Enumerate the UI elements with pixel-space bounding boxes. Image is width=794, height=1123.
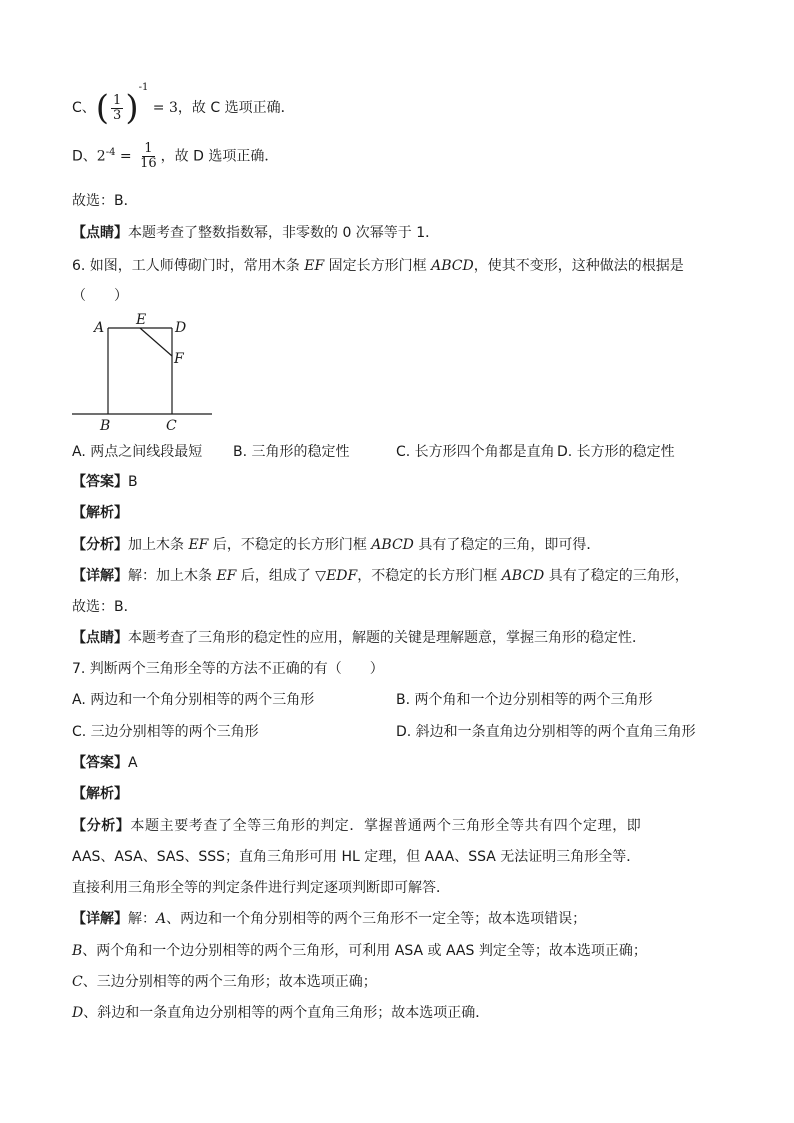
q6-option-b: B. 三角形的稳定性	[233, 444, 350, 460]
q6-option-c: C. 长方形四个角都是直角	[396, 444, 555, 460]
label-b: B	[100, 418, 111, 434]
q7-option-b: B. 两个角和一个边分别相等的两个三角形	[396, 692, 653, 708]
label-a: A	[94, 320, 105, 336]
label-d: D	[175, 320, 187, 336]
fraction-one-sixteenth: $\frac{1}{16}$	[140, 141, 157, 171]
q6-analysis-heading: 【解析】	[72, 505, 128, 521]
q7-xiangjie-a: 【详解】解：A、两边和一个角分别相等的两个三角形不一定全等；故本选项错误；	[72, 911, 587, 927]
q6-fenxi: 【分析】加上木条 EF 后，不稳定的长方形门框 ABCD 具有了稳定的三角，即可得．	[72, 537, 601, 553]
q6-stem: 6. 如图，工人师傅砌门时，常用木条 EF 固定长方形门框 ABCD，使其不变形，这种做法的根据是	[72, 258, 684, 274]
q7-analysis-heading: 【解析】	[72, 786, 128, 802]
door-frame-figure	[70, 308, 220, 434]
q6-paren: （ ）	[72, 288, 128, 304]
label-f: F	[174, 351, 184, 367]
q7-answer: 【答案】A	[72, 755, 138, 771]
q5-choose: 故选：B．	[72, 193, 138, 209]
q6-comment: 【点睛】本题考查了三角形的稳定性的应用，解题的关键是理解题意，掌握三角形的稳定性．	[72, 630, 646, 646]
q7-option-d: D. 斜边和一条直角边分别相等的两个直角三角形	[396, 724, 696, 740]
q6-option-d: D. 长方形的稳定性	[557, 444, 675, 460]
right-paren: )	[125, 88, 139, 128]
q7-fenxi-3: 直接利用三角形全等的判定条件进行判定逐项判断即可解答．	[72, 880, 450, 896]
label-c: C	[166, 418, 177, 434]
option-d-explanation: D、$2^{-4}$ = $\frac{1}{16}$ ，故 D 选项正确．	[72, 141, 279, 171]
q7-xiangjie-d: D、斜边和一条直角边分别相等的两个直角三角形；故本选项正确．	[72, 1005, 490, 1021]
q6-option-a: A. 两点之间线段最短	[72, 444, 203, 460]
label-e: E	[136, 312, 147, 328]
q6-xiangjie: 【详解】解：加上木条 EF 后，组成了 ▽EDF，不稳定的长方形门框 ABCD 具有了稳定的三角形，	[72, 568, 689, 584]
q7-fenxi-2: AAS、ASA、SAS、SSS；直角三角形可用 HL 定理，但 AAA、SSA 无法证明三角形全等．	[72, 849, 641, 865]
q7-xiangjie-b: B、两个角和一个边分别相等的两个三角形，可利用 ASA 或 AAS 判定全等；故本选项正确；	[72, 943, 647, 959]
q7-xiangjie-c: C、三边分别相等的两个三角形；故本选项正确；	[72, 974, 377, 990]
q6-choose: 故选：B．	[72, 599, 138, 615]
q7-stem: 7. 判断两个三角形全等的方法不正确的有（ ）	[72, 661, 384, 677]
left-paren: (	[95, 88, 110, 128]
option-c-explanation: C、( $\frac{1}{3}$ )$^{-1}$ = 3，故 C 选项正确．	[72, 82, 295, 128]
q6-answer: 【答案】B	[72, 474, 138, 490]
fraction-one-third: $\frac{1}{3}$	[113, 92, 122, 123]
q7-option-c: C. 三边分别相等的两个三角形	[72, 724, 259, 740]
brace-ef	[140, 328, 172, 356]
q7-option-a: A. 两边和一个角分别相等的两个三角形	[72, 692, 315, 708]
q5-comment: 【点睛】本题考查了整数指数幂，非零数的 0 次幂等于 1．	[72, 225, 440, 241]
q7-fenxi-1: 【分析】本题主要考查了全等三角形的判定．掌握普通两个三角形全等共有四个定理，即	[72, 818, 642, 834]
